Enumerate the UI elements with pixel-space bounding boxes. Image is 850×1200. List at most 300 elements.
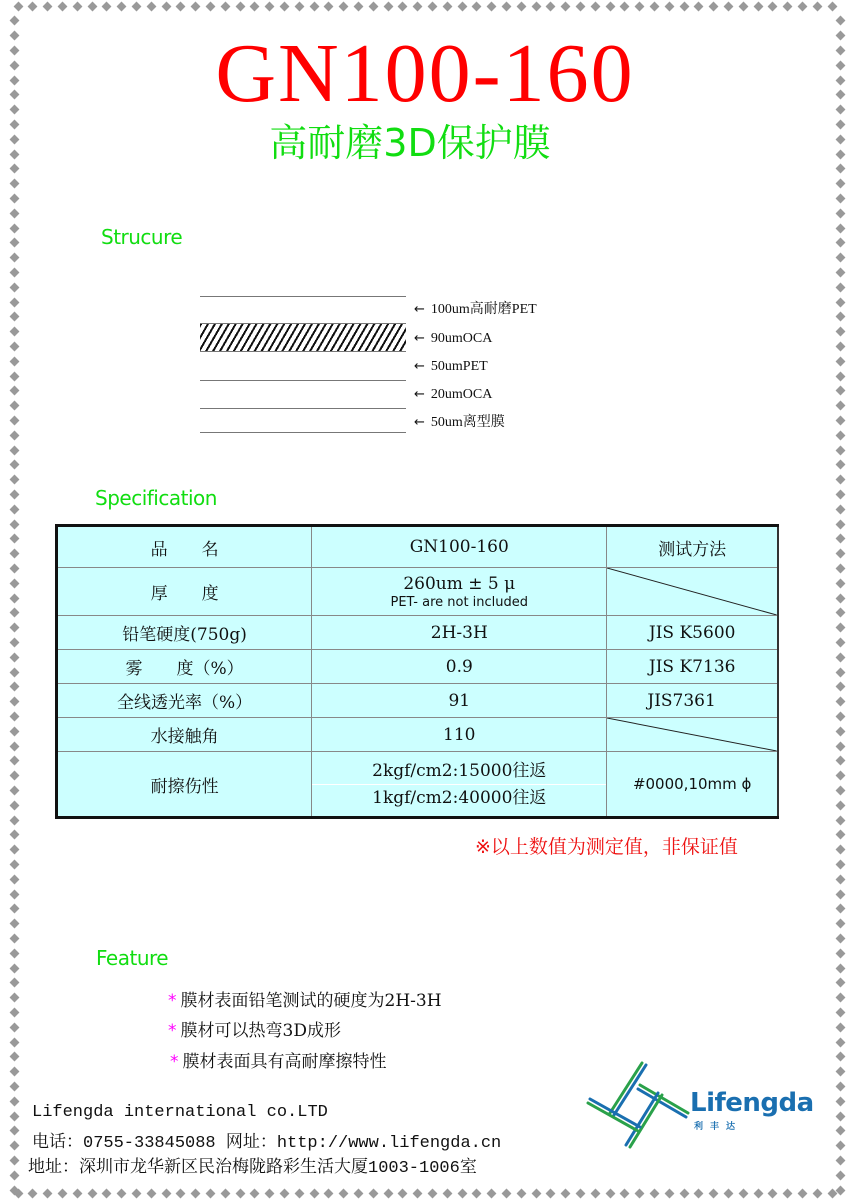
feature-item: * 膜材表面铅笔测试的硬度为2H-3H	[168, 991, 442, 1011]
border-diamond	[279, 1188, 289, 1198]
border-diamond	[457, 1, 467, 11]
header-item: 品 名	[57, 526, 312, 568]
border-diamond	[9, 1037, 19, 1047]
border-diamond	[9, 489, 19, 499]
border-diamond	[835, 874, 845, 884]
left-arrow-icon: ←	[414, 302, 425, 317]
border-diamond	[835, 1141, 845, 1151]
border-diamond	[768, 1, 778, 11]
border-diamond	[324, 1188, 334, 1198]
border-diamond	[9, 460, 19, 470]
border-diamond	[835, 1037, 845, 1047]
border-diamond	[575, 1, 585, 11]
border-diamond	[835, 1096, 845, 1106]
border-diamond	[472, 1, 482, 11]
border-diamond	[797, 1, 807, 11]
border-diamond	[9, 282, 19, 292]
border-diamond	[102, 1, 112, 11]
border-diamond	[9, 845, 19, 855]
border-diamond	[309, 1188, 319, 1198]
border-diamond	[383, 1188, 393, 1198]
border-diamond	[531, 1188, 541, 1198]
border-diamond	[146, 1188, 156, 1198]
border-diamond	[635, 1, 645, 11]
disclaimer-note: ※以上数值为测定值，非保证值	[475, 836, 738, 858]
border-diamond	[768, 1188, 778, 1198]
border-diamond	[9, 933, 19, 943]
row-value: 110	[312, 718, 607, 752]
border-diamond	[561, 1188, 571, 1198]
border-diamond	[546, 1188, 556, 1198]
border-diamond	[835, 489, 845, 499]
border-diamond	[72, 1188, 82, 1198]
row-item: 雾 度（%）	[57, 650, 312, 684]
border-diamond	[835, 445, 845, 455]
border-diamond	[9, 1022, 19, 1032]
border-diamond	[835, 859, 845, 869]
table-header-row	[57, 526, 779, 568]
border-diamond	[9, 785, 19, 795]
border-diamond	[835, 682, 845, 692]
header-method: 测试方法	[607, 526, 778, 568]
border-diamond	[835, 223, 845, 233]
border-diamond	[531, 1, 541, 11]
border-diamond	[131, 1, 141, 11]
border-diamond	[835, 134, 845, 144]
border-diamond	[694, 1, 704, 11]
border-diamond	[835, 1155, 845, 1165]
border-diamond	[835, 741, 845, 751]
border-diamond	[9, 386, 19, 396]
border-diamond	[9, 475, 19, 485]
border-diamond	[9, 223, 19, 233]
layer-boundary-line	[200, 408, 406, 409]
border-diamond	[9, 179, 19, 189]
logo-wordmark: Lifengda	[690, 1088, 814, 1118]
border-diamond	[835, 904, 845, 914]
border-diamond	[339, 1, 349, 11]
row-value: 260um ± 5 μ PET- are not included	[312, 568, 607, 616]
border-diamond	[28, 1, 38, 11]
border-diamond	[835, 312, 845, 322]
border-diamond	[738, 1, 748, 11]
border-diamond	[835, 341, 845, 351]
border-diamond	[575, 1188, 585, 1198]
border-diamond	[398, 1188, 408, 1198]
border-diamond	[835, 711, 845, 721]
border-diamond	[9, 445, 19, 455]
row-method: #0000,10mm ϕ	[607, 752, 778, 818]
border-diamond	[265, 1, 275, 11]
border-diamond	[9, 208, 19, 218]
border-diamond	[9, 830, 19, 840]
border-diamond	[835, 1170, 845, 1180]
border-diamond	[835, 993, 845, 1003]
layer-boundary-line	[200, 380, 406, 381]
border-diamond	[413, 1188, 423, 1198]
border-diamond	[191, 1188, 201, 1198]
border-diamond	[9, 756, 19, 766]
border-diamond	[709, 1, 719, 11]
border-diamond	[191, 1, 201, 11]
border-diamond	[835, 519, 845, 529]
table-row	[57, 752, 779, 818]
border-diamond	[9, 327, 19, 337]
border-diamond	[9, 534, 19, 544]
border-diamond	[353, 1188, 363, 1198]
contact-line: 电话：0755-33845088 网址：http://www.lifengda.cn	[32, 1134, 502, 1153]
structure-heading: Strucure	[101, 225, 183, 249]
diagonal-slash	[607, 568, 777, 615]
border-diamond	[9, 593, 19, 603]
border-diamond	[9, 1067, 19, 1077]
border-diamond	[605, 1, 615, 11]
border-diamond	[546, 1, 556, 11]
asterisk-bullet-icon: *	[168, 991, 177, 1011]
border-diamond	[9, 1096, 19, 1106]
border-diamond	[835, 327, 845, 337]
table-row	[57, 684, 779, 718]
border-diamond	[457, 1188, 467, 1198]
border-diamond	[835, 563, 845, 573]
border-diamond	[235, 1188, 245, 1198]
border-diamond	[835, 371, 845, 381]
border-diamond	[835, 534, 845, 544]
border-diamond	[679, 1, 689, 11]
border-diamond	[835, 978, 845, 988]
border-diamond	[9, 519, 19, 529]
border-diamond	[9, 741, 19, 751]
border-diamond	[835, 1126, 845, 1136]
border-diamond	[9, 415, 19, 425]
border-diamond	[9, 815, 19, 825]
border-diamond	[9, 859, 19, 869]
border-diamond	[9, 993, 19, 1003]
border-diamond	[9, 193, 19, 203]
layer-boundary-line	[200, 432, 406, 433]
border-diamond	[9, 874, 19, 884]
border-diamond	[649, 1188, 659, 1198]
border-diamond	[723, 1, 733, 11]
border-diamond	[835, 297, 845, 307]
product-name-subtitle: 高耐磨3D保护膜	[269, 121, 551, 165]
border-diamond	[9, 504, 19, 514]
border-diamond	[9, 1141, 19, 1151]
border-diamond	[835, 623, 845, 633]
value-note: PET- are not included	[390, 594, 529, 610]
row-method: JIS K5600	[607, 616, 778, 650]
border-diamond	[339, 1188, 349, 1198]
border-diamond	[835, 401, 845, 411]
border-diamond	[723, 1188, 733, 1198]
border-diamond	[835, 208, 845, 218]
border-diamond	[9, 16, 19, 26]
border-diamond	[9, 253, 19, 263]
border-diamond	[797, 1188, 807, 1198]
border-diamond	[812, 1, 822, 11]
border-diamond	[9, 771, 19, 781]
border-diamond	[835, 830, 845, 840]
border-diamond	[9, 697, 19, 707]
border-diamond	[835, 1081, 845, 1091]
border-diamond	[9, 578, 19, 588]
border-diamond	[664, 1, 674, 11]
border-diamond	[235, 1, 245, 11]
border-diamond	[835, 119, 845, 129]
border-diamond	[9, 919, 19, 929]
border-diamond	[835, 282, 845, 292]
border-diamond	[835, 637, 845, 647]
border-diamond	[835, 193, 845, 203]
border-diamond	[516, 1, 526, 11]
layer-label: ← 50umPET	[414, 359, 488, 374]
border-diamond	[205, 1188, 215, 1198]
layer-label: ← 50um离型膜	[414, 415, 505, 430]
row-value	[312, 752, 607, 818]
border-diamond	[835, 667, 845, 677]
border-diamond	[9, 312, 19, 322]
border-diamond	[620, 1188, 630, 1198]
border-diamond	[368, 1, 378, 11]
layer-boundary-line	[200, 296, 406, 297]
border-diamond	[57, 1, 67, 11]
border-diamond	[635, 1188, 645, 1198]
border-diamond	[9, 800, 19, 810]
border-diamond	[87, 1188, 97, 1198]
border-diamond	[43, 1188, 53, 1198]
border-diamond	[9, 682, 19, 692]
border-diamond	[9, 563, 19, 573]
border-diamond	[835, 386, 845, 396]
border-diamond	[835, 238, 845, 248]
diagonal-slash	[607, 718, 777, 751]
border-diamond	[590, 1, 600, 11]
border-diamond	[590, 1188, 600, 1198]
border-diamond	[694, 1188, 704, 1198]
border-diamond	[753, 1, 763, 11]
border-diamond	[9, 430, 19, 440]
specification-table	[55, 524, 779, 819]
border-diamond	[487, 1, 497, 11]
border-diamond	[9, 1007, 19, 1017]
border-diamond	[309, 1, 319, 11]
border-diamond	[294, 1, 304, 11]
border-diamond	[57, 1188, 67, 1198]
border-diamond	[146, 1, 156, 11]
border-diamond	[9, 889, 19, 899]
border-diamond	[472, 1188, 482, 1198]
border-diamond	[9, 1052, 19, 1062]
border-diamond	[368, 1188, 378, 1198]
table-row	[57, 568, 779, 616]
border-diamond	[383, 1, 393, 11]
row-item: 铅笔硬度(750g)	[57, 616, 312, 650]
border-diamond	[753, 1188, 763, 1198]
border-diamond	[9, 948, 19, 958]
border-diamond	[9, 1126, 19, 1136]
value-line: 2kgf/cm2:15000往返	[312, 758, 606, 785]
border-diamond	[835, 16, 845, 26]
border-diamond	[605, 1188, 615, 1198]
border-diamond	[835, 815, 845, 825]
border-diamond	[9, 637, 19, 647]
border-diamond	[9, 401, 19, 411]
border-diamond	[827, 1, 837, 11]
border-diamond	[709, 1188, 719, 1198]
border-diamond	[176, 1, 186, 11]
border-diamond	[835, 164, 845, 174]
border-diamond	[835, 800, 845, 810]
feature-heading: Feature	[96, 946, 169, 970]
border-diamond	[487, 1188, 497, 1198]
feature-item: * 膜材表面具有高耐摩擦特性	[170, 1052, 387, 1072]
header-value: GN100-160	[312, 526, 607, 568]
border-diamond	[250, 1188, 260, 1198]
border-diamond	[501, 1188, 511, 1198]
border-diamond	[294, 1188, 304, 1198]
address-line: 地址：深圳市龙华新区民治梅陇路彩生活大厦1003-1006室	[28, 1159, 477, 1178]
border-diamond	[442, 1188, 452, 1198]
border-diamond	[679, 1188, 689, 1198]
asterisk-bullet-icon: *	[168, 1021, 177, 1041]
border-diamond	[664, 1188, 674, 1198]
border-diamond	[835, 430, 845, 440]
border-diamond	[220, 1, 230, 11]
border-diamond	[835, 726, 845, 736]
row-item: 耐擦伤性	[57, 752, 312, 818]
left-arrow-icon: ←	[414, 359, 425, 374]
border-diamond	[835, 1022, 845, 1032]
border-diamond	[427, 1, 437, 11]
border-diamond	[835, 504, 845, 514]
border-diamond	[117, 1188, 127, 1198]
row-method-empty	[607, 718, 778, 752]
specification-heading: Specification	[95, 486, 217, 510]
left-arrow-icon: ←	[414, 387, 425, 402]
border-diamond	[9, 238, 19, 248]
border-diamond	[835, 549, 845, 559]
border-diamond	[43, 1, 53, 11]
border-diamond	[13, 1, 23, 11]
border-diamond	[835, 460, 845, 470]
border-diamond	[9, 1111, 19, 1121]
border-diamond	[516, 1188, 526, 1198]
border-diamond	[835, 785, 845, 795]
border-diamond	[176, 1188, 186, 1198]
border-diamond	[131, 1188, 141, 1198]
border-diamond	[835, 415, 845, 425]
border-diamond	[835, 933, 845, 943]
row-item: 厚 度	[57, 568, 312, 616]
border-diamond	[9, 652, 19, 662]
border-diamond	[9, 1081, 19, 1091]
border-diamond	[835, 1067, 845, 1077]
border-diamond	[72, 1, 82, 11]
border-diamond	[9, 371, 19, 381]
border-diamond	[117, 1, 127, 11]
table-row	[57, 718, 779, 752]
border-diamond	[353, 1, 363, 11]
row-value: 0.9	[312, 650, 607, 684]
border-diamond	[738, 1188, 748, 1198]
border-diamond	[427, 1188, 437, 1198]
border-diamond	[835, 652, 845, 662]
row-method: JIS7361	[607, 684, 778, 718]
border-diamond	[265, 1188, 275, 1198]
border-diamond	[28, 1188, 38, 1198]
border-diamond	[9, 711, 19, 721]
border-diamond	[9, 978, 19, 988]
left-arrow-icon: ←	[414, 331, 425, 346]
border-diamond	[835, 919, 845, 929]
table-row	[57, 616, 779, 650]
border-diamond	[87, 1, 97, 11]
border-diamond	[250, 1, 260, 11]
table-row	[57, 650, 779, 684]
border-diamond	[835, 475, 845, 485]
border-diamond	[835, 356, 845, 366]
border-diamond	[220, 1188, 230, 1198]
border-diamond	[835, 697, 845, 707]
border-diamond	[783, 1188, 793, 1198]
border-diamond	[9, 1155, 19, 1165]
border-diamond	[279, 1, 289, 11]
border-diamond	[783, 1, 793, 11]
border-diamond	[9, 726, 19, 736]
border-diamond	[501, 1, 511, 11]
border-diamond	[812, 1188, 822, 1198]
feature-item: * 膜材可以热弯3D成形	[168, 1021, 341, 1041]
asterisk-bullet-icon: *	[170, 1052, 179, 1072]
border-diamond	[413, 1, 423, 11]
border-diamond	[835, 179, 845, 189]
border-diamond	[835, 1111, 845, 1121]
border-diamond	[9, 341, 19, 351]
row-value: 91	[312, 684, 607, 718]
border-diamond	[9, 608, 19, 618]
border-diamond	[835, 1007, 845, 1017]
border-diamond	[9, 1170, 19, 1180]
border-diamond	[324, 1, 334, 11]
left-arrow-icon: ←	[414, 415, 425, 430]
border-diamond	[835, 771, 845, 781]
border-diamond	[835, 756, 845, 766]
company-name: Lifengda international co.LTD	[32, 1103, 328, 1122]
border-diamond	[835, 253, 845, 263]
border-diamond	[442, 1, 452, 11]
border-diamond	[835, 1052, 845, 1062]
row-item: 水接触角	[57, 718, 312, 752]
border-diamond	[620, 1, 630, 11]
border-diamond	[835, 149, 845, 159]
border-diamond	[835, 845, 845, 855]
border-diamond	[561, 1, 571, 11]
border-diamond	[835, 963, 845, 973]
value-line: 1kgf/cm2:40000往返	[372, 787, 547, 808]
border-diamond	[9, 549, 19, 559]
oca-hatched-layer	[200, 323, 406, 352]
border-diamond	[9, 963, 19, 973]
border-diamond	[102, 1188, 112, 1198]
border-diamond	[398, 1, 408, 11]
border-diamond	[835, 948, 845, 958]
row-item: 全线透光率（%）	[57, 684, 312, 718]
border-diamond	[9, 904, 19, 914]
border-diamond	[835, 889, 845, 899]
border-diamond	[835, 267, 845, 277]
border-diamond	[9, 667, 19, 677]
layer-label: ← 100um高耐磨PET	[414, 302, 537, 317]
